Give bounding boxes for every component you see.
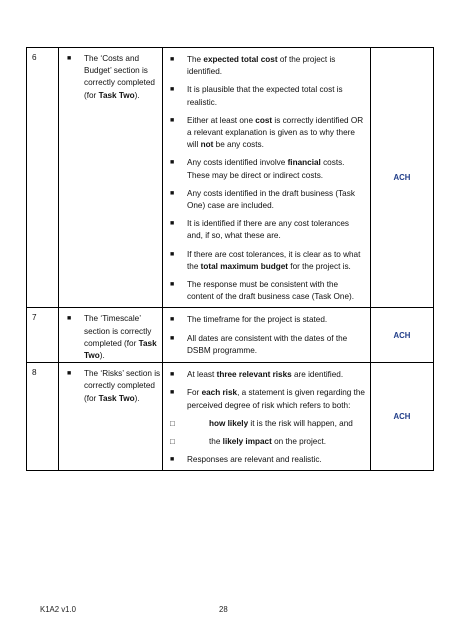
requirement-cell	[59, 48, 163, 308]
evidence-item: ■ The timeframe for the project is stated.	[163, 314, 370, 326]
square-bullet-icon: ■	[170, 250, 175, 258]
evidence-item: ■ For each risk, a statement is given regarding the perceived degree of risk which refers to both:	[170, 388, 365, 410]
square-bullet-icon: ■	[170, 371, 175, 379]
evidence-item: ■ The response must be consistent with the content of the draft business case (Task One).	[170, 280, 355, 302]
hollow-square-bullet-icon: □	[170, 418, 175, 428]
evidence-sub-item: □ how likely it is the risk will happen, and	[163, 418, 370, 430]
square-bullet-icon: ■	[170, 56, 175, 63]
square-bullet-icon: ■	[170, 189, 175, 197]
evidence-item: ■ Any costs identified involve financial costs. These may be direct or indirect costs.	[170, 158, 345, 180]
square-bullet-icon: ■	[170, 159, 175, 167]
evidence-cell	[163, 308, 371, 363]
table-row	[27, 48, 434, 308]
evidence-cell	[163, 48, 371, 308]
square-bullet-icon: ■	[67, 55, 72, 62]
evidence-item: ■ The expected total cost of the project is identified.	[170, 55, 336, 77]
square-bullet-icon: ■	[170, 456, 175, 464]
evidence-cell	[163, 363, 371, 471]
evidence-item: ■ Any costs identified in the draft business (Task One) case are included.	[170, 188, 355, 211]
square-bullet-icon: ■	[170, 116, 175, 124]
square-bullet-icon: ■	[170, 334, 175, 342]
result-cell: ACH	[371, 363, 434, 471]
document-code: K1A2 v1.0	[40, 605, 76, 614]
page-number: 28	[219, 605, 228, 614]
hollow-square-bullet-icon: □	[170, 437, 175, 447]
table-row	[27, 363, 434, 471]
square-bullet-icon: ■	[170, 220, 175, 228]
requirement-item: ■ The ‘Risks’ section is correctly completed (for Task Two).	[67, 369, 161, 403]
evidence-item: ■ It is identified if there are any cost tolerances and, if so, what these are.	[170, 219, 350, 241]
row-number: 8	[27, 363, 59, 471]
square-bullet-icon: ■	[170, 86, 175, 94]
requirement-cell	[59, 308, 163, 363]
evidence-item: ■ All dates are consistent with the dates of the DSBM programme.	[170, 333, 348, 355]
evidence-item: ■ At least three relevant risks are identified.	[163, 369, 370, 381]
requirement-item: ■ The ‘Costs and Budget’ section is correctly completed (for Task Two).	[67, 54, 155, 100]
evidence-item: ■ If there are cost tolerances, it is clear as to what the total maximum budget for the project is.	[170, 249, 361, 271]
evidence-item: ■ It is plausible that the expected total cost is realistic.	[170, 85, 343, 107]
evidence-item: ■ Responses are relevant and realistic.	[163, 454, 370, 466]
evidence-item: ■ Either at least one cost is correctly identified OR a relevant explanation is given as to why there will not be any costs.	[170, 115, 364, 150]
requirement-cell	[59, 363, 163, 471]
result-cell: ACH	[371, 308, 434, 363]
requirement-item: ■ The ‘Timescale’ section is correctly completed (for Task Two).	[67, 314, 157, 361]
row-number: 6	[27, 48, 59, 308]
table-row	[27, 308, 434, 363]
square-bullet-icon: ■	[170, 281, 175, 289]
evidence-sub-item: □ the likely impact on the project.	[163, 436, 370, 448]
square-bullet-icon: ■	[170, 389, 175, 397]
square-bullet-icon: ■	[67, 370, 72, 378]
square-bullet-icon: ■	[67, 315, 72, 323]
marking-criteria-table	[26, 47, 434, 471]
result-cell: ACH	[371, 48, 434, 308]
row-number: 7	[27, 308, 59, 363]
square-bullet-icon: ■	[170, 316, 175, 324]
